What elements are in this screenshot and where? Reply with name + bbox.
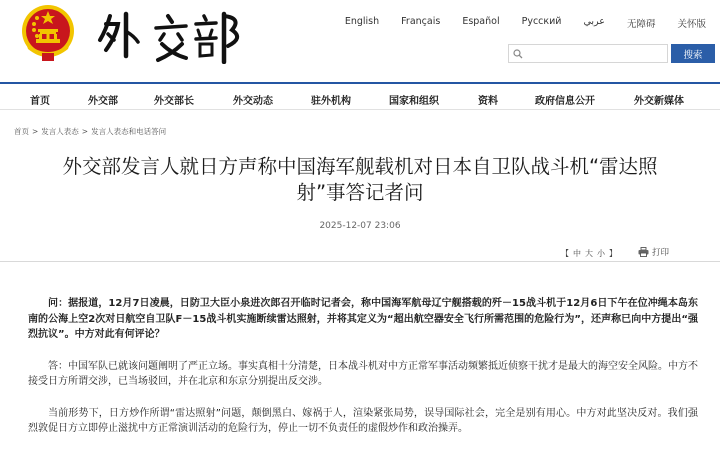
nav-item-diplomatic-news[interactable]: 外交动态 xyxy=(233,96,273,107)
breadcrumb-current-link[interactable]: 发言人表态和电话答问 xyxy=(91,127,167,136)
search-input[interactable] xyxy=(527,45,667,62)
search-button[interactable]: 搜索 xyxy=(671,44,715,63)
nav-item-minister[interactable]: 外交部长 xyxy=(154,96,194,107)
font-size-small-button[interactable]: 小 xyxy=(597,249,605,258)
font-size-controls xyxy=(559,248,619,259)
breadcrumb-separator: > xyxy=(32,127,39,136)
article-tools xyxy=(0,240,720,262)
search-icon xyxy=(509,44,527,63)
accessibility-link[interactable]: 无障碍 xyxy=(626,19,656,30)
article-body xyxy=(28,296,698,453)
page-title-line-2: 射”事答记者问 xyxy=(296,181,424,204)
font-size-large-button[interactable]: 中 xyxy=(573,249,581,258)
lang-french-link[interactable]: Français xyxy=(401,16,441,27)
question-paragraph: 问：据报道，12月7日凌晨，日防卫大臣小泉进次郎召开临时记者会，称中国海军航母辽宁舰搭载的歼－15战斗机于12月6日下午在位冲绳本岛东南的公海上空2次对日航空自卫队F－15战斗机实施断续雷达照射，并将其定义为“超出航空器安全飞行所需范围的危险行为”，还声称已向中方提出“强烈抗议”。中方对此有何评论？ xyxy=(28,298,698,340)
print-label: 打印 xyxy=(652,248,670,258)
printer-icon xyxy=(638,247,649,257)
national-emblem-icon[interactable] xyxy=(20,3,76,63)
answer-paragraph-1: 答：中国军队已就该问题阐明了严正立场。事实真相十分清楚，日本战斗机对中方正常军事活动频繁抵近侦察干扰才是最大的海空安全风险。中方不接受日方所谓交涉，已当场驳回，并在北京和东京分别提出反交涉。 xyxy=(28,360,698,387)
page-title xyxy=(20,154,700,206)
language-bar xyxy=(323,16,706,30)
breadcrumb-spokesperson-link[interactable]: 发言人表态 xyxy=(41,127,79,136)
nav-item-government-info[interactable]: 政府信息公开 xyxy=(535,96,595,107)
breadcrumb-home-link[interactable]: 首页 xyxy=(14,127,29,136)
site-header xyxy=(0,0,720,78)
answer-paragraph-2: 当前形势下，日方炒作所谓“雷达照射”问题，颠倒黑白、嫁祸于人，渲染紧张局势，误导国际社会，完全是别有用心。中方对此坚决反对。我们强烈敦促日方立即停止滋扰中方正常演训活动的危险行为，停止一切不负责任的虚假炒作和政治操弄。 xyxy=(28,407,698,434)
nav-item-missions-abroad[interactable]: 驻外机构 xyxy=(311,96,351,107)
search-box xyxy=(508,44,668,63)
font-bracket-open: 【 xyxy=(561,249,569,258)
elder-care-mode-link[interactable]: 关怀版 xyxy=(677,19,706,30)
lang-english-link[interactable]: English xyxy=(344,16,380,27)
font-bracket-close: 】 xyxy=(609,249,617,258)
ministry-calligraphy-logo[interactable] xyxy=(96,6,246,64)
nav-item-resources[interactable]: 资料 xyxy=(478,96,498,107)
lang-spanish-link[interactable]: Español xyxy=(462,16,500,27)
nav-item-ministry[interactable]: 外交部 xyxy=(88,96,118,107)
publish-date: 2025-12-07 23:06 xyxy=(319,221,401,231)
nav-item-new-media[interactable]: 外交新媒体 xyxy=(634,96,684,107)
nav-item-countries-organizations[interactable]: 国家和组织 xyxy=(389,96,439,107)
lang-russian-link[interactable]: Русский xyxy=(521,16,562,27)
nav-item-home[interactable]: 首页 xyxy=(30,96,50,107)
font-size-medium-button[interactable]: 大 xyxy=(585,249,593,258)
page-title-line-1: 外交部发言人就日方声称中国海军舰载机对日本自卫队战斗机“雷达照 xyxy=(62,155,658,178)
breadcrumb xyxy=(14,126,166,137)
lang-arabic-link[interactable]: عربي xyxy=(583,16,605,27)
print-button[interactable] xyxy=(638,246,669,258)
main-nav xyxy=(0,82,720,110)
breadcrumb-separator: > xyxy=(81,127,89,136)
